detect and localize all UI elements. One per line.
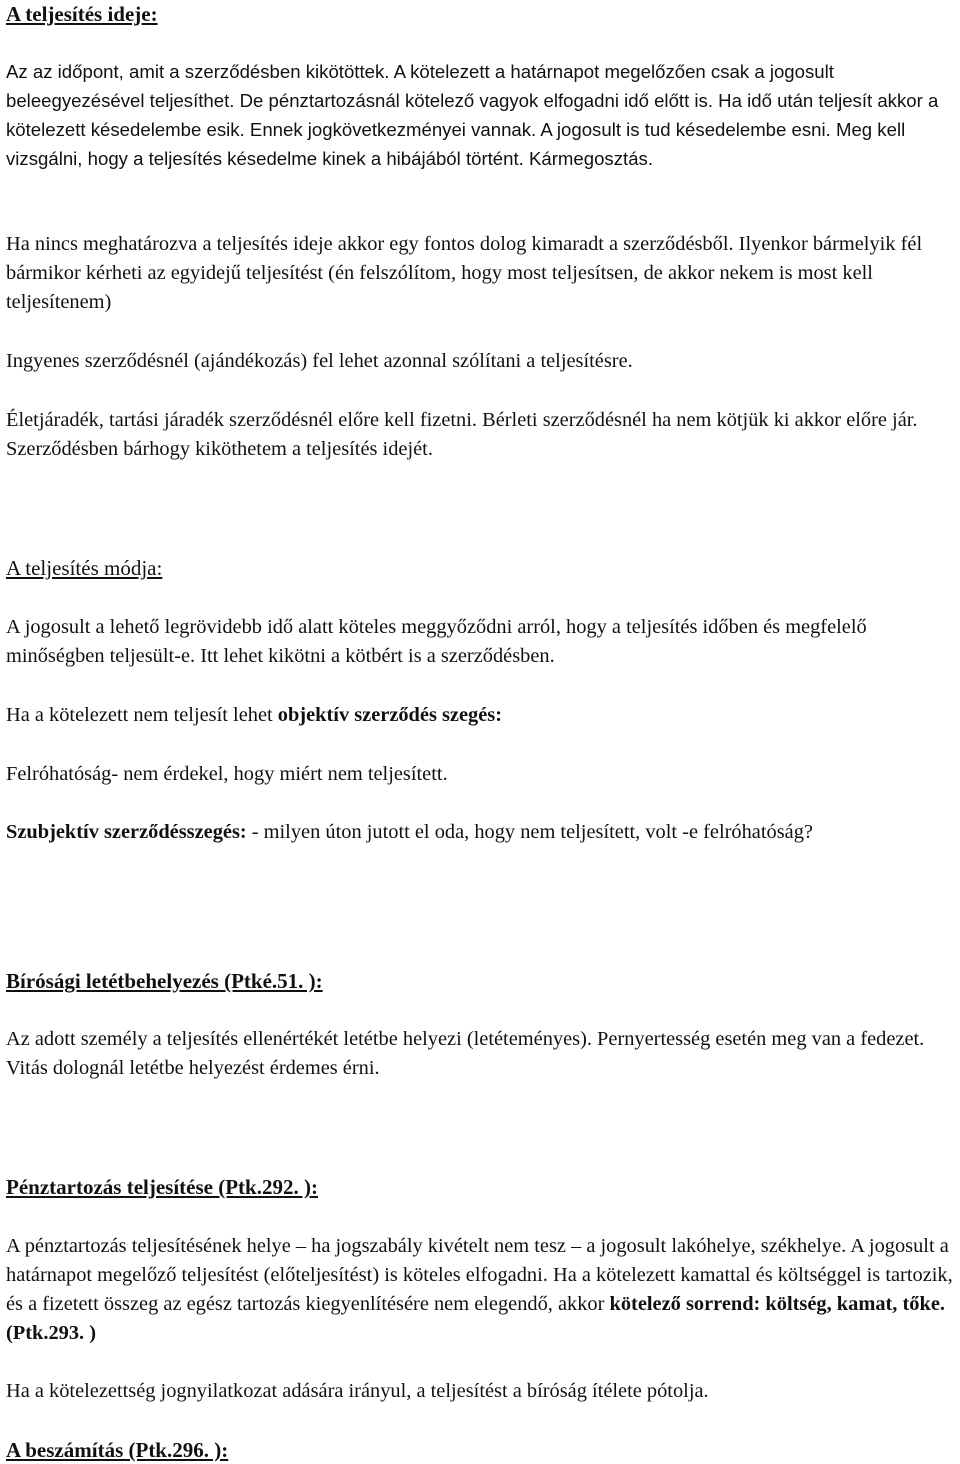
section-teljesites-modja	[6, 554, 956, 582]
paragraph	[6, 701, 956, 730]
paragraph-block	[6, 1377, 956, 1406]
bold-term: objektív szerződés szegés:	[277, 704, 502, 726]
paragraph-block	[6, 613, 956, 671]
bold-term: kötelező sorrend: költség, kamat, tőke. (Ptk.293. )	[6, 1293, 945, 1344]
section-teljesites-ideje	[6, 0, 956, 28]
paragraph: Életjáradék, tartási járadék szerződésnél előre kell fizetni. Bérleti szerződésnél ha nem kötjük ki akkor előre jár. Szerződésben bárhogy kiköthetem a teljesítés idejét.	[6, 409, 918, 460]
paragraph: Felróhatóság- nem érdekel, hogy miért nem teljesített.	[6, 763, 448, 785]
paragraph-text: - milyen úton jutott el oda, hogy nem teljesített, volt -e felróhatóság?	[246, 821, 813, 843]
paragraph: A jogosult a lehető legrövidebb idő alatt köteles meggyőződni arról, hogy a teljesítés időben és megfelelő minőségben teljesült-e. Itt lehet kikötni a kötbért is a szerződésben.	[6, 616, 867, 667]
section-heading: A teljesítés ideje:	[6, 2, 158, 26]
paragraph-block	[6, 701, 956, 730]
paragraph-block	[6, 760, 956, 789]
paragraph-block	[6, 57, 956, 173]
paragraph-block	[6, 818, 956, 847]
section-heading: Bírósági letétbehelyezés (Ptké.51. ):	[6, 969, 323, 993]
paragraph-block	[6, 230, 956, 317]
bold-term: Szubjektív szerződésszegés:	[6, 821, 247, 843]
paragraph: Ingyenes szerződésnél (ajándékozás) fel lehet azonnal szólítani a teljesítésre.	[6, 350, 633, 372]
section-beszamitas	[6, 1436, 956, 1464]
paragraph: Ha nincs meghatározva a teljesítés ideje akkor egy fontos dolog kimaradt a szerződésből. Ilyenkor bármelyik fél bármikor kérheti az egyidejű teljesítést (én felszólítom, hogy most teljesítsen, de akkor nekem is most kell teljesítenem)	[6, 233, 923, 313]
paragraph	[6, 1232, 956, 1348]
paragraph	[6, 818, 956, 847]
paragraph: Az adott személy a teljesítés ellenértékét letétbe helyezi (letéteményes). Pernyertesség esetén meg van a fedezet. Vitás dolognál letétbe helyezést érdemes érni.	[6, 1028, 925, 1079]
paragraph-block	[6, 406, 956, 464]
paragraph-block	[6, 1025, 956, 1083]
section-heading: A teljesítés módja:	[6, 556, 163, 580]
section-heading: A beszámítás (Ptk.296. ):	[6, 1438, 229, 1462]
paragraph: Ha a kötelezettség jognyilatkozat adására irányul, a teljesítést a bíróság ítélete pótolja.	[6, 1380, 709, 1402]
section-birosagi-letet	[6, 967, 956, 995]
paragraph-block	[6, 347, 956, 376]
paragraph-block	[6, 1232, 956, 1348]
paragraph: Az az időpont, amit a szerződésben kikötöttek. A kötelezett a határnapot megelőzően csak a jogosult beleegyezésével teljesíthet. De pénztartozásnál kötelező vagyok elfogadni idő előtt is. Ha idő után teljesít akkor a kötelezett késedelembe esik. Ennek jogkövetkezményei vannak. A jogosult is tud késedelembe esni. Meg kell vizsgálni, hogy a teljesítés késedelme kinek a hibájából történt. Kármegosztás.	[6, 61, 939, 169]
paragraph-text: A pénztartozás teljesítésének helye – ha jogszabály kivételt nem tesz – a jogosult lakóhelye, székhelye. A jogosult a határnapot megelőző teljesítést (előteljesítést) is köteles elfogadni. Ha a kötelezett kamattal és költséggel is tartozik, és a fizetett összeg az egész tartozás kiegyenlítésére nem elegendő, akkor	[6, 1235, 953, 1315]
section-penztartozas	[6, 1173, 956, 1201]
paragraph-text: Ha a kötelezett nem teljesít lehet	[6, 704, 278, 726]
section-heading: Pénztartozás teljesítése (Ptk.292. ):	[6, 1175, 318, 1199]
